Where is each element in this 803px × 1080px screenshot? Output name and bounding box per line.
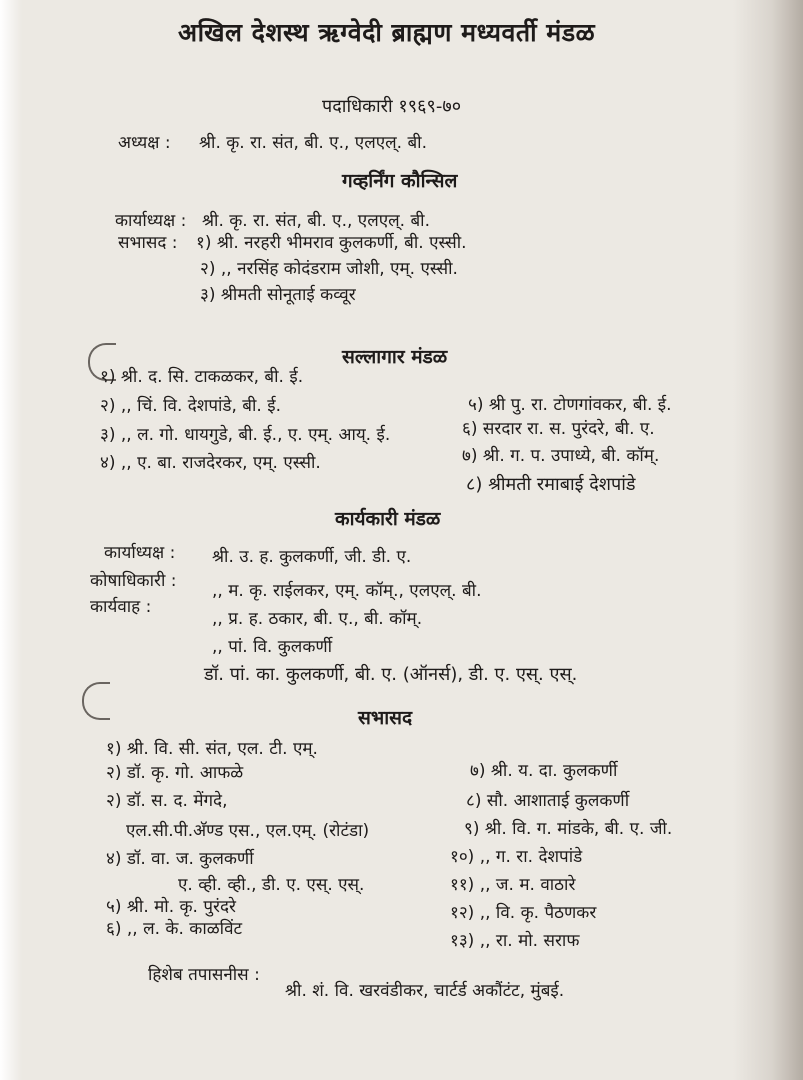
member-entry: एल.सी.पी.अ‍ॅण्ड एस., एल.एम्. (रोटंडा) <box>126 821 370 841</box>
council-member: १) श्री. नरहरी भीमराव कुलकर्णी, बी. एस्सी. <box>196 233 467 253</box>
advisory-member: ७) श्री. ग. प. उपाध्ये, बी. कॉम्. <box>462 446 660 466</box>
advisory-member: ३) ,, ल. गो. धायगुडे, बी. ई., ए. एम्. आय्. ई. <box>100 425 391 445</box>
member-entry: ६) ,, ल. के. काळविंट <box>106 919 243 939</box>
member-entry: ५) श्री. मो. कृ. पुरंदरे <box>106 897 236 917</box>
member-entry: ८) सौ. आशाताई कुलकर्णी <box>466 791 630 811</box>
member-entry: १२) ,, वि. कृ. पैठणकर <box>450 903 597 923</box>
council-chair-label: कार्याध्यक्ष : <box>115 211 187 231</box>
member-entry: १) श्री. वि. सी. संत, एल. टी. एम्. <box>106 739 318 759</box>
executive-value: ,, प्र. ह. ठकार, बी. ए., बी. कॉम्. <box>212 609 423 629</box>
advisory-member: ६) सरदार रा. स. पुरंदरे, बी. ए. <box>462 419 655 439</box>
punch-hole-bottom <box>82 682 110 720</box>
executive-board-heading: कार्यकारी मंडळ <box>335 508 441 530</box>
executive-value: डॉ. पां. का. कुलकर्णी, बी. ए. (ऑनर्स), डी. ए. एस्. एस्. <box>204 664 578 685</box>
executive-label: कार्याध्यक्ष : <box>104 543 176 563</box>
member-entry: २) डॉ. कृ. गो. आफळे <box>106 763 244 783</box>
advisory-member: १) श्री. द. सि. टाकळकर, बी. ई. <box>100 367 304 387</box>
officers-heading: पदाधिकारी १९६९-७० <box>322 96 462 117</box>
council-members-label: सभासद : <box>118 233 178 253</box>
council-member: ३) श्रीमती सोनूताई कव्वूर <box>200 285 356 305</box>
page-left-edge <box>0 0 22 1080</box>
advisory-member: २) ,, चिं. वि. देशपांडे, बी. ई. <box>100 396 281 416</box>
member-entry: १०) ,, ग. रा. देशपांडे <box>450 847 583 867</box>
council-chair-value: श्री. कृ. रा. संत, बी. ए., एलएल्. बी. <box>202 211 430 231</box>
president-value: श्री. कृ. रा. संत, बी. ए., एलएल्. बी. <box>199 133 427 153</box>
governing-council-heading: गव्हर्निंग कौन्सिल <box>342 170 458 192</box>
auditor-value: श्री. शं. वि. खरवंडीकर, चार्टर्ड अकौंटंट, मुंबई. <box>285 981 565 1001</box>
advisory-member: ४) ,, ए. बा. राजदेरकर, एम्. एस्सी. <box>100 453 321 473</box>
council-member: २) ,, नरसिंह कोदंडराम जोशी, एम्. एस्सी. <box>200 259 458 279</box>
member-entry: ए. व्ही. व्ही., डी. ए. एस्. एस्. <box>178 875 365 895</box>
member-entry: १३) ,, रा. मो. सराफ <box>450 931 580 951</box>
advisory-member: ८) श्रीमती रमाबाई देशपांडे <box>466 474 636 495</box>
member-entry: २) डॉ. स. द. मेंगदे, <box>106 791 228 811</box>
page-right-edge-shadow <box>733 0 803 1080</box>
advisory-board-heading: सल्लागार मंडळ <box>342 346 448 368</box>
executive-label: कार्यवाह : <box>90 597 152 617</box>
executive-value: श्री. उ. ह. कुलकर्णी, जी. डी. ए. <box>212 547 412 567</box>
auditor-label: हिशेब तपासनीस : <box>148 965 260 985</box>
advisory-member: ५) श्री पु. रा. टोणगांवकर, बी. ई. <box>468 395 672 415</box>
member-entry: ७) श्री. य. दा. कुलकर्णी <box>470 761 618 781</box>
member-entry: ९) श्री. वि. ग. मांडके, बी. ए. जी. <box>464 819 673 839</box>
member-entry: ११) ,, ज. म. वाठारे <box>450 875 576 895</box>
members-heading: सभासद <box>358 707 413 729</box>
member-entry: ४) डॉ. वा. ज. कुलकर्णी <box>106 849 254 869</box>
executive-label: कोषाधिकारी : <box>90 571 177 591</box>
president-label: अध्यक्ष : <box>118 133 171 153</box>
executive-value: ,, म. कृ. राईलकर, एम्. कॉम्., एलएल्. बी. <box>212 581 482 601</box>
organization-title: अखिल देशस्थ ऋग्वेदी ब्राह्मण मध्यवर्ती मंडळ <box>178 18 596 47</box>
executive-value: ,, पां. वि. कुलकर्णी <box>212 637 333 657</box>
